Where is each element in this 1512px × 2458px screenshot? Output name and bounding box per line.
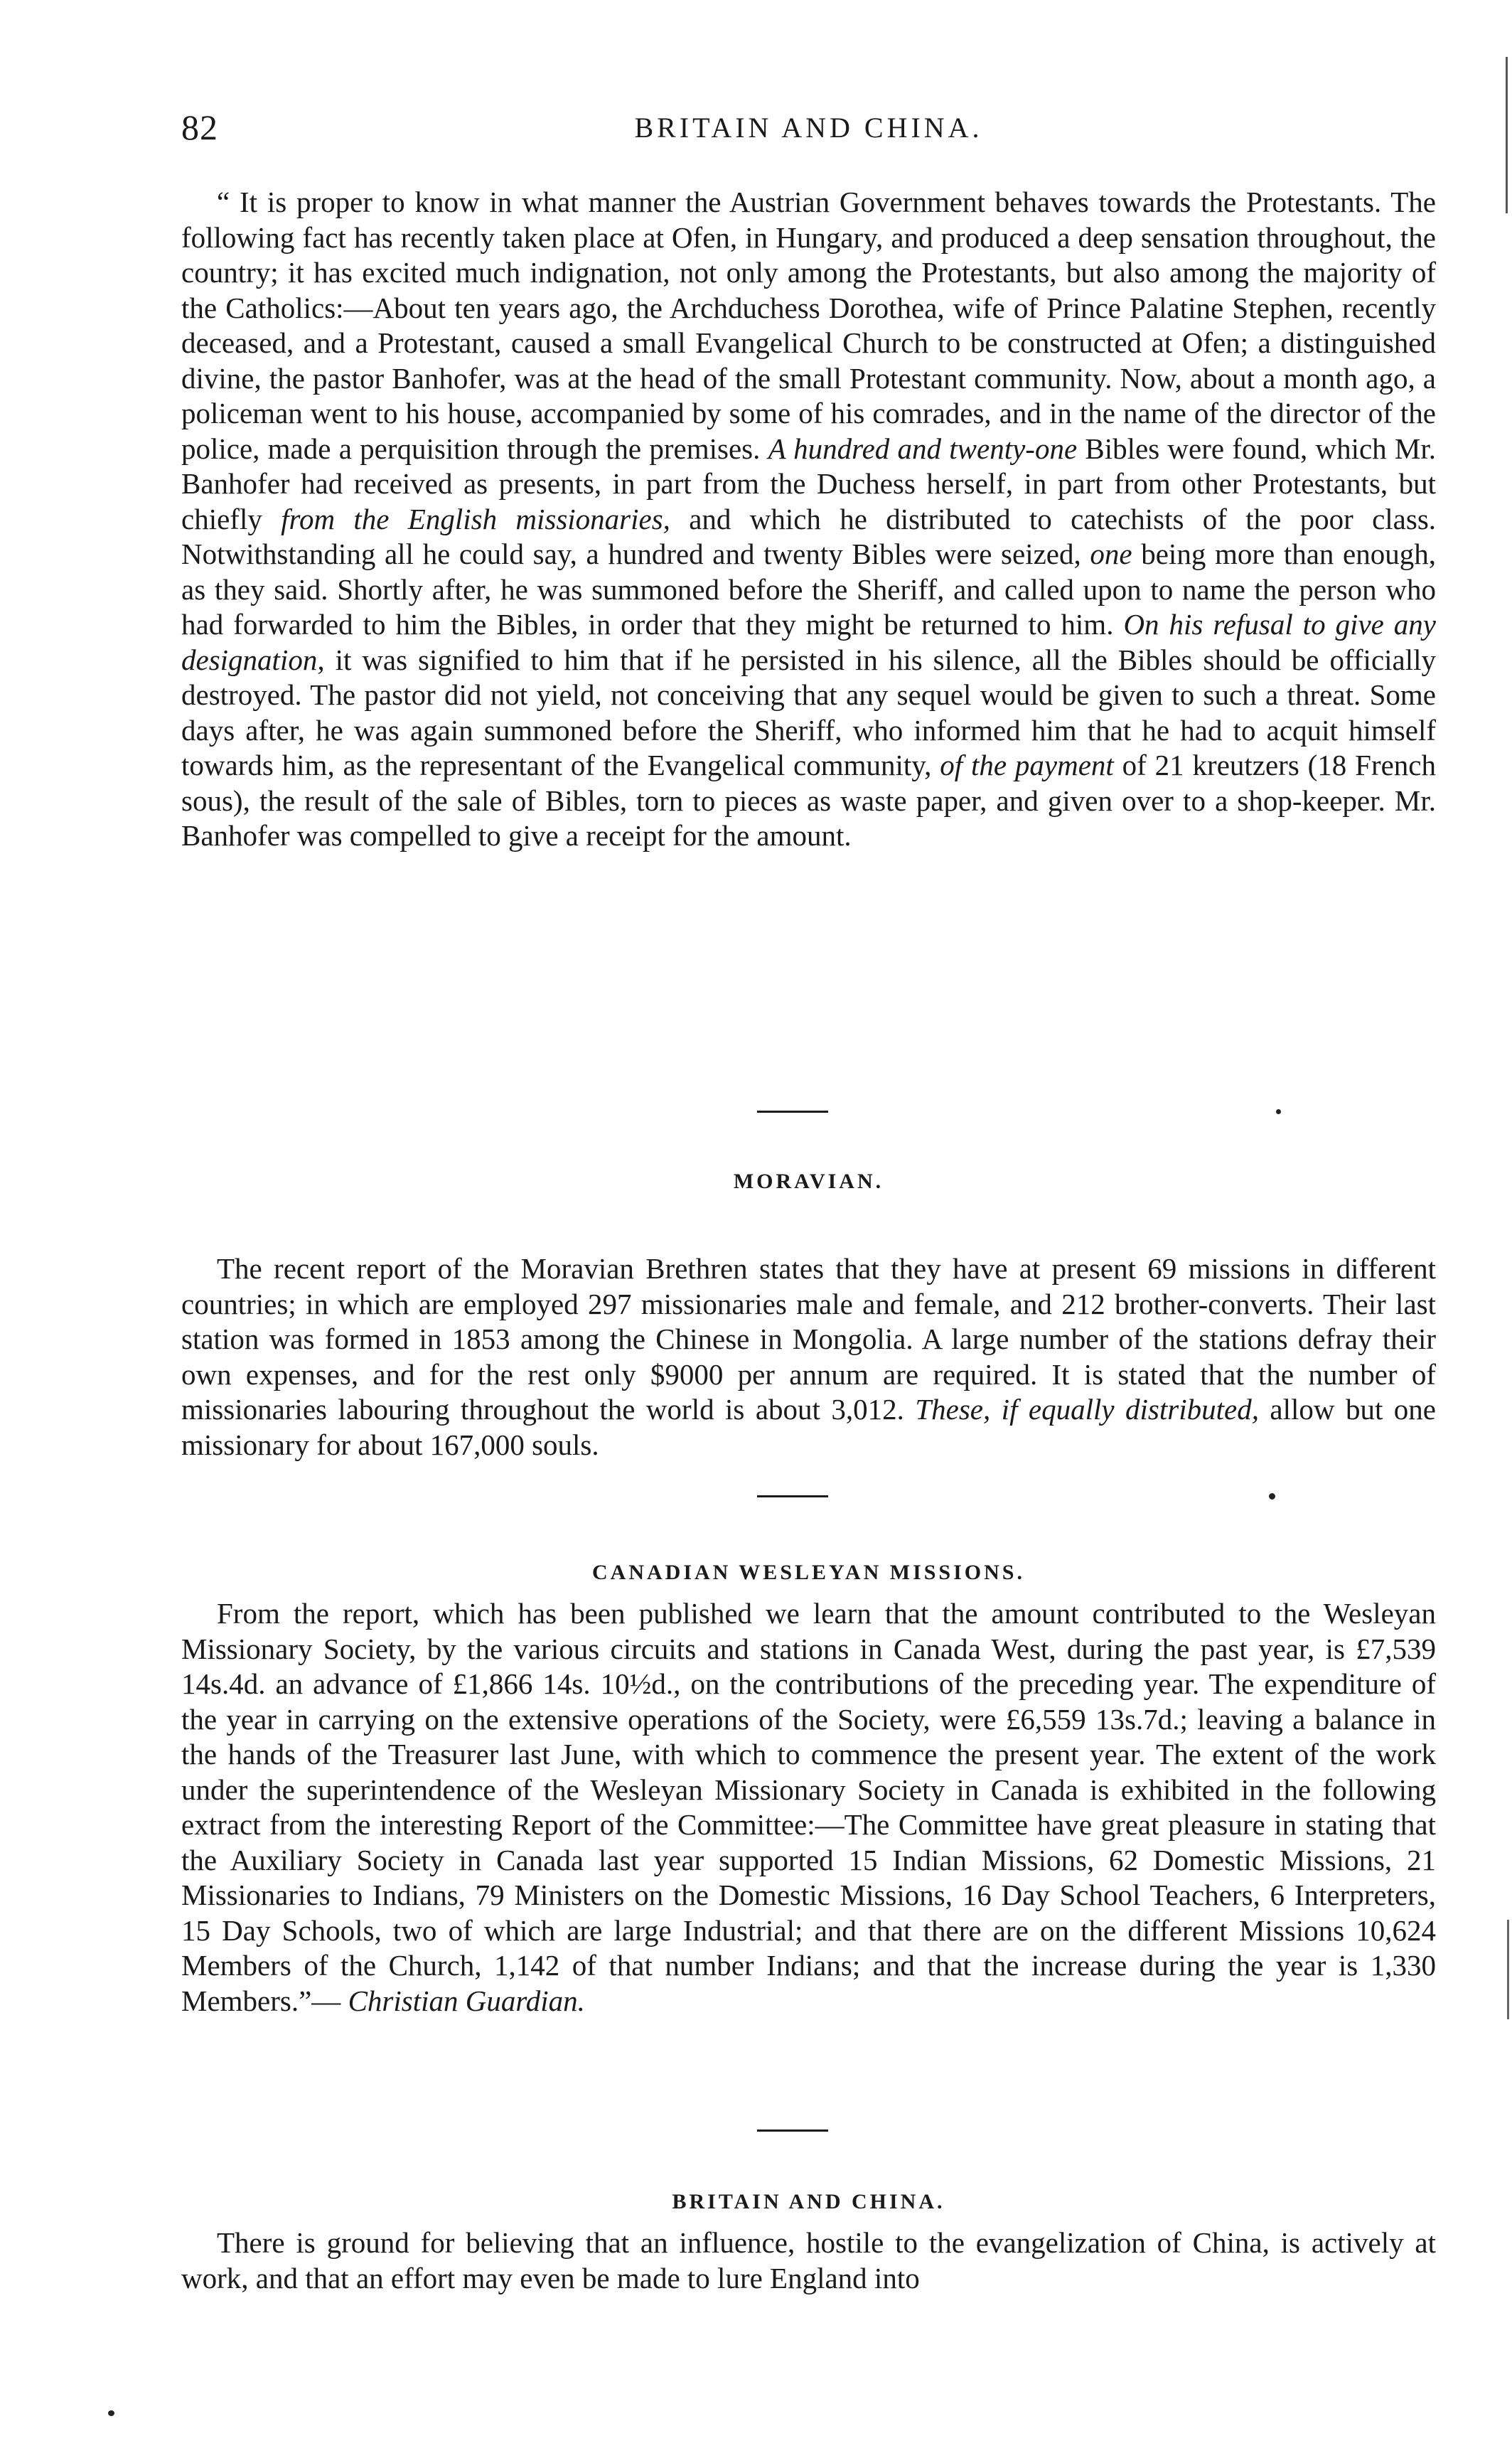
italic-run: from the English missionaries, [281,502,670,535]
text-run: it was signified to him that if he persisted in his silence, all the Bibles should be officially destroyed. The pastor did not yield, not conceiving that any sequel would be given to such a threat. Some days after, he was again summoned before the Sheriff, who informed him that he had to acquit himself towards him, as the representant of the Evangelical community, [181,643,1437,781]
page-edge-mark [1507,1920,1509,2019]
page-edge-mark [1506,57,1508,213]
moravian-paragraph [181,1251,1436,1463]
text-run: being more than enough, as they said. Shortly after, he was summoned before the Sheriff, and called upon to name the person who had forwarded to him the Bibles, in order that they might be returned to him. [181,538,1436,641]
section-divider [757,1111,828,1113]
print-speck [108,2410,114,2416]
text-run: of 21 kreutzers (18 French sous), the result of the sale of Bibles, torn to pieces as waste paper, and given over to a shop-keeper. Mr. Banhofer was compelled to give a receipt for the amount. [181,749,1436,852]
britain-and-china-paragraph: There is ground for believing that an influence, hostile to the evangelization of China, is actively at work, and that an effort may even be made to lure England into [181,2226,1436,2294]
print-speck [1269,1493,1275,1500]
text-run: Bibles were found, which Mr. Banhofer had received as presents, in part from the Duchess herself, in part from other Protestants, but chiefly [181,432,1437,535]
italic-run: On his refusal to give any designation, [181,608,1437,676]
italic-run: A hundred and twenty-one [768,432,1078,465]
moravian-heading: MORAVIAN. [733,1170,884,1193]
austrian-government-paragraph [181,185,1436,854]
italic-run: These, if equally distributed, [915,1393,1259,1426]
canadian-wesleyan-heading: CANADIAN WESLEYAN MISSIONS. [592,1561,1025,1584]
page-header [181,107,1436,156]
text-run: “ It is proper to know in what manner the Austrian Government behaves towards the Protestants. The following fact has recently taken place at Ofen, in Hungary, and produced a deep sensation throughout, the country; it has excited much indignation, not only among the Protestants, but also among the majority of the Catholics:—About ten years ago, the Archduchess Dorothea, wife of Prince Palatine Stephen, recently deceased, and a Protestant, caused a small Evangelical Church to be constructed at Ofen; a distinguished divine, the pastor Banhofer, was at the head of the small Protestant community. Now, about a month ago, a policeman went to his house, accompanied by some of his comrades, and in the name of the director of the police, made a perquisition through the premises. [181,186,1436,465]
page-number: 82 [181,107,218,147]
britain-and-china-heading: BRITAIN AND CHINA. [672,2190,945,2213]
text-run: allow but one missionary for about 167,000 souls. [181,1393,1436,1461]
text-run: The recent report of the Moravian Brethren states that they have at present 69 missions in different countries; in which are employed 297 missionaries male and female, and 212 brother-converts. Their last station was formed in 1853 among the Chinese in Mongolia. A large number of the stations defray their own expenses, and for the rest only $9000 per annum are required. It is stated that the number of missionaries labouring throughout the world is about 3,012. [181,1252,1436,1426]
text-run: and which he distributed to catechists of the poor class. Notwithstanding all he could say, a hundred and twenty Bibles were seized, [181,502,1437,570]
text-run: From the report, which has been published we learn that the amount contributed to the Wesleyan Missionary Society, by the various circuits and stations in Canada West, during the past year, is £7,539 14s.4d. an advance of £1,866 14s. 10½d., on the contributions of the preceding year. The expenditure of the year in carrying on the extensive operations of the Society, were £6,559 13s.7d.; leaving a balance in the hands of the Treasurer last June, with which to commence the present year. The extent of the work under the superintendence of the Wesleyan Missionary Society in Canada is exhibited in the following extract from the interesting Report of the Committee:—The Committee have great pleasure in stating that the Auxiliary Society in Canada last year supported 15 Indian Missions, 62 Domestic Missions, 21 Missionaries to Indians, 79 Ministers on the Domestic Missions, 16 Day School Teachers, 6 Interpreters, 15 Day Schools, two of which are large Industrial; and that there are on the different Missions 10,624 Members of the Church, 1,142 of that number Indians; and that the increase during the year is 1,330 Members.”— [181,1597,1436,2017]
source-citation: Christian Guardian. [348,1984,585,2017]
canadian-wesleyan-paragraph [181,1596,1436,2019]
italic-run: one [1090,538,1132,570]
italic-run: of the payment [940,749,1114,781]
running-head: BRITAIN AND CHINA. [634,112,983,144]
print-speck [1276,1109,1281,1114]
section-divider [757,1495,828,1497]
section-divider [757,2130,828,2132]
